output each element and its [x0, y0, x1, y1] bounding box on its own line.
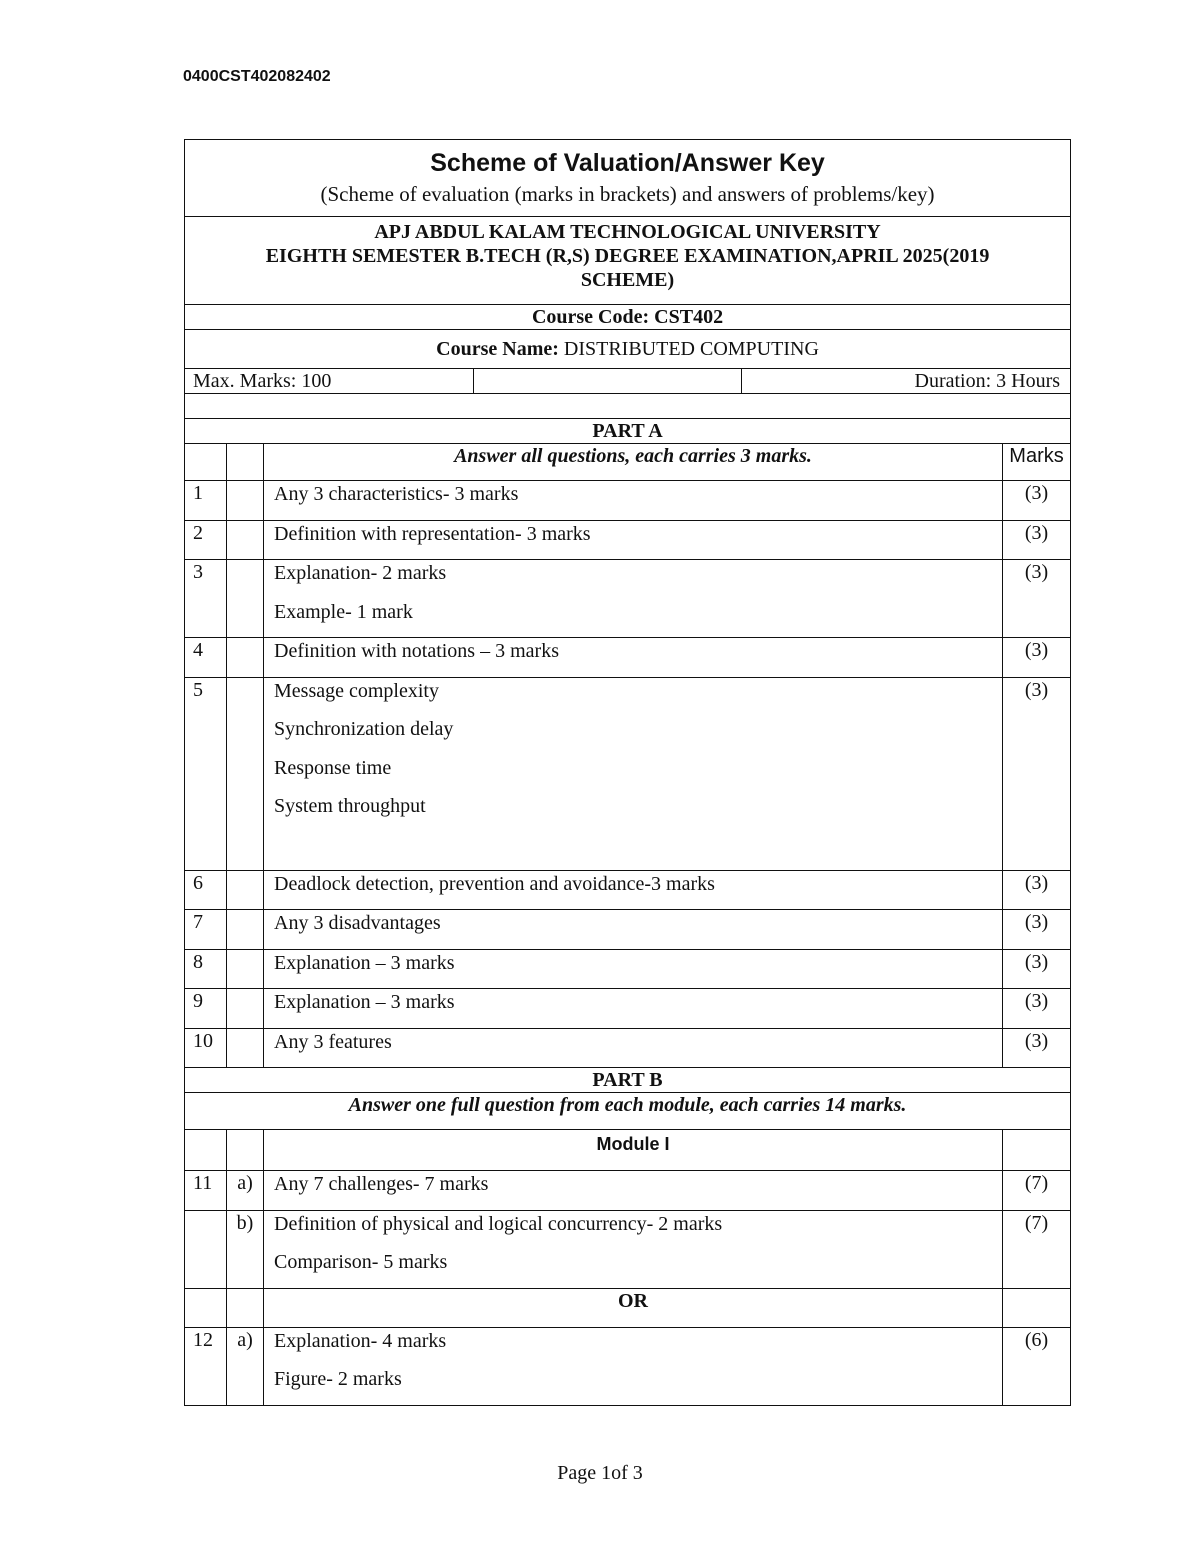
question-marks: (3) [1003, 870, 1071, 910]
question-number: 10 [185, 1028, 227, 1068]
question-marks: (3) [1003, 520, 1071, 560]
answer-line: Definition with notations – 3 marks [274, 640, 559, 662]
duration: Duration: 3 Hours [742, 369, 1071, 394]
question-row [185, 638, 1071, 678]
part-b-title: PART B [185, 1068, 1071, 1093]
answer-line: Any 3 features [274, 1030, 392, 1053]
answer-line: Explanation – 3 marks [274, 951, 455, 974]
marks-duration-row [185, 369, 1071, 394]
question-marks: (3) [1003, 560, 1071, 638]
module-row [185, 1130, 1071, 1171]
part-b-row [185, 1068, 1071, 1093]
course-code: Course Code: CST402 [185, 305, 1071, 330]
sub-question: a) [227, 1327, 264, 1405]
question-marks: (3) [1003, 949, 1071, 989]
blank-cell [474, 369, 742, 394]
or-label: OR [264, 1288, 1003, 1327]
answer-description [264, 481, 1003, 521]
question-marks: (6) [1003, 1327, 1071, 1405]
answer-line: Any 7 challenges- 7 marks [274, 1173, 489, 1195]
page-number: Page 1of 3 [557, 1462, 643, 1484]
question-marks: (3) [1003, 1028, 1071, 1068]
page-subtitle: (Scheme of evaluation (marks in brackets) and answers of problems/key) [320, 182, 935, 206]
question-row [185, 1028, 1071, 1068]
question-row [185, 677, 1071, 870]
answer-description [264, 989, 1003, 1029]
question-marks: (7) [1003, 1210, 1071, 1288]
question-number: 6 [185, 870, 227, 910]
page-title: Scheme of Valuation/Answer Key [430, 149, 825, 177]
answer-line: Deadlock detection, prevention and avoidance-3 marks [274, 872, 715, 895]
question-number: 9 [185, 989, 227, 1029]
part-a-instruction-row [185, 444, 1071, 481]
answer-line: Definition of physical and logical concurrency- 2 marks [274, 1212, 723, 1235]
answer-line: System throughput [274, 795, 426, 817]
question-number: 3 [185, 560, 227, 638]
answer-description [264, 520, 1003, 560]
question-row [185, 520, 1071, 560]
university-row [185, 217, 1071, 305]
max-marks: Max. Marks: 100 [185, 369, 474, 394]
question-row [185, 1327, 1071, 1405]
course-name-value: DISTRIBUTED COMPUTING [563, 338, 819, 360]
question-number: 12 [185, 1327, 227, 1405]
question-number: 1 [185, 481, 227, 521]
marks-header: Marks [1003, 444, 1071, 481]
question-marks: (3) [1003, 989, 1071, 1029]
answer-description [264, 1210, 1003, 1288]
course-name-label: Course Name: [436, 338, 559, 360]
answer-description [264, 1171, 1003, 1211]
question-row [185, 560, 1071, 638]
question-marks: (3) [1003, 677, 1071, 870]
answer-line: Response time [274, 756, 392, 779]
question-marks: (7) [1003, 1171, 1071, 1211]
answer-line: Figure- 2 marks [274, 1368, 402, 1390]
or-row [185, 1288, 1071, 1327]
answer-description [264, 1327, 1003, 1405]
answer-description [264, 949, 1003, 989]
answer-description [264, 910, 1003, 950]
answer-line: Any 3 disadvantages [274, 912, 441, 934]
answer-line: Example- 1 mark [274, 600, 413, 623]
answer-key-table [184, 139, 1071, 1406]
question-row [185, 870, 1071, 910]
question-row [185, 949, 1071, 989]
title-row [185, 140, 1071, 217]
course-name-row [185, 330, 1071, 369]
part-a-row [185, 419, 1071, 444]
question-row [185, 1210, 1071, 1288]
question-number: 11 [185, 1171, 227, 1211]
part-b-instruction-row [185, 1093, 1071, 1130]
sub-question: a) [227, 1171, 264, 1211]
module-title: Module I [264, 1130, 1003, 1171]
sub-question: b) [227, 1210, 264, 1288]
answer-line: Any 3 characteristics- 3 marks [274, 483, 519, 505]
answer-line: Comparison- 5 marks [274, 1251, 448, 1273]
exam-name: EIGHTH SEMESTER B.TECH (R,S) DEGREE EXAMINATION,APRIL 2025(2019 [265, 245, 990, 267]
question-marks: (3) [1003, 910, 1071, 950]
answer-line: Explanation – 3 marks [274, 991, 455, 1013]
question-row [185, 481, 1071, 521]
document-code: 0400CST402082402 [183, 68, 331, 85]
answer-description [264, 870, 1003, 910]
part-a-questions [185, 481, 1071, 1068]
question-number: 2 [185, 520, 227, 560]
answer-line: Explanation- 4 marks [274, 1329, 447, 1352]
answer-description [264, 1028, 1003, 1068]
university-name: APJ ABDUL KALAM TECHNOLOGICAL UNIVERSITY [374, 221, 881, 243]
question-number: 5 [185, 677, 227, 870]
answer-line: Synchronization delay [274, 718, 454, 740]
part-b-instruction: Answer one full question from each module, each carries 14 marks. [185, 1093, 1071, 1130]
question-row [185, 989, 1071, 1029]
question-number: 7 [185, 910, 227, 950]
spacer-row [185, 394, 1071, 419]
answer-line: Message complexity [274, 679, 439, 702]
answer-description [264, 677, 1003, 870]
question-number: 8 [185, 949, 227, 989]
question-marks: (3) [1003, 638, 1071, 678]
question-row [185, 910, 1071, 950]
part-a-instruction: Answer all questions, each carries 3 marks. [264, 444, 1003, 481]
question-row [185, 1171, 1071, 1211]
answer-description [264, 638, 1003, 678]
exam-name-cont: SCHEME) [580, 269, 675, 291]
part-a-title: PART A [185, 419, 1071, 444]
question-marks: (3) [1003, 481, 1071, 521]
question-number: 4 [185, 638, 227, 678]
answer-line: Explanation- 2 marks [274, 562, 447, 584]
answer-line: Definition with representation- 3 marks [274, 522, 591, 545]
answer-description [264, 560, 1003, 638]
course-code-row [185, 305, 1071, 330]
